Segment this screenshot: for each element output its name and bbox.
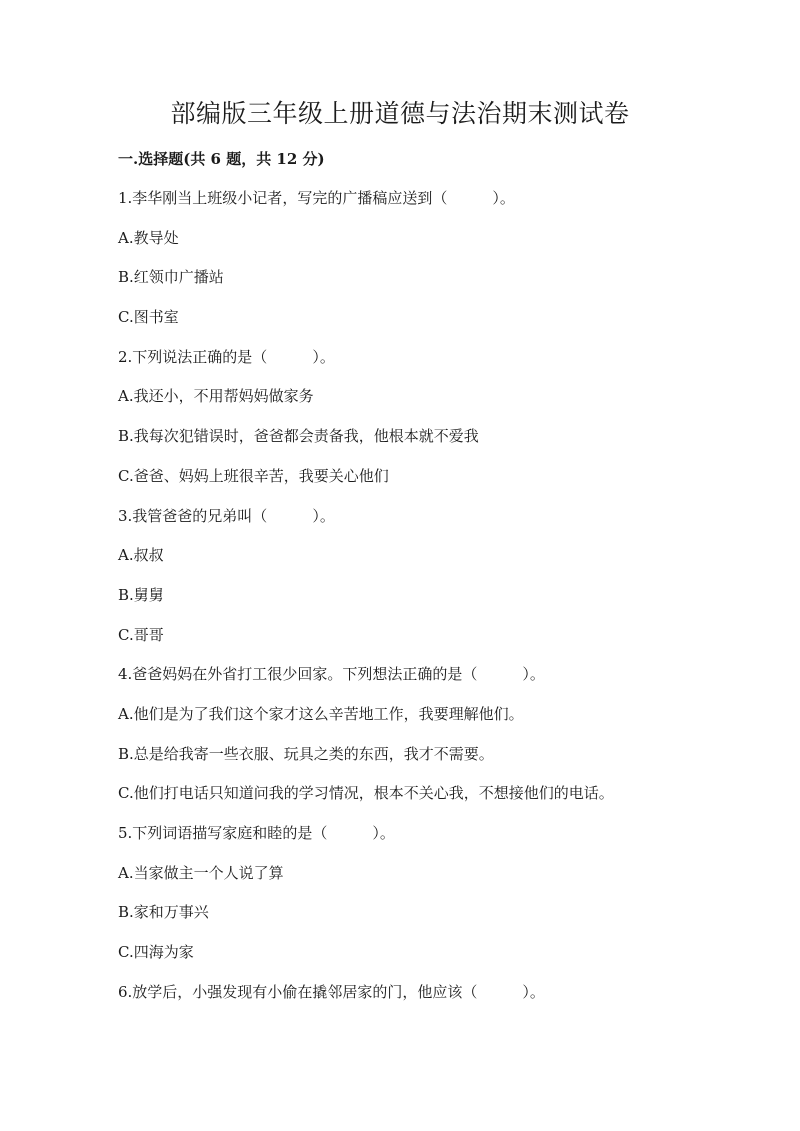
question-3-stem: 3.我管爸爸的兄弟叫（ ）。 [118,506,335,525]
page-title: 部编版三年级上册道德与法治期末测试卷 [170,99,630,128]
question-6-stem: 6.放学后，小强发现有小偷在撬邻居家的门，他应该（ ）。 [118,982,545,1001]
question-1-option-b: B.红领巾广播站 [118,268,224,287]
question-2-option-c: C.爸爸、妈妈上班很辛苦，我要关心他们 [118,466,389,485]
question-1-stem: 1.李华刚当上班级小记者，写完的广播稿应送到（ ）。 [118,189,515,207]
section-heading: 一.选择题(共 6 题，共 12 分) [118,150,325,168]
question-1-option-a: A.教导处 [118,228,179,247]
question-5-option-b: B.家和万事兴 [118,903,209,922]
question-1-option-c: C.图书室 [118,308,179,327]
question-4-stem: 4.爸爸妈妈在外省打工很少回家。下列想法正确的是（ ）。 [118,665,545,684]
question-3-option-a: A.叔叔 [118,546,164,565]
question-3-option-c: C.哥哥 [118,625,164,644]
question-5-stem: 5.下列词语描写家庭和睦的是（ ）。 [118,824,395,842]
question-3-option-b: B.舅舅 [118,585,164,604]
question-list [118,188,738,1021]
question-5-option-c: C.四海为家 [118,943,194,962]
question-4-option-c: C.他们打电话只知道问我的学习情况，根本不关心我，不想接他们的电话。 [118,784,614,803]
question-4-option-a: A.他们是为了我们这个家才这么辛苦地工作，我要理解他们。 [118,704,524,723]
question-2-stem: 2.下列说法正确的是（ ）。 [118,347,335,366]
question-5-option-a: A.当家做主一个人说了算 [118,863,284,882]
question-2-option-a: A.我还小，不用帮妈妈做家务 [118,387,314,406]
question-4-option-b: B.总是给我寄一些衣服、玩具之类的东西，我才不需要。 [118,744,494,763]
question-2-option-b: B.我每次犯错误时，爸爸都会责备我，他根本就不爱我 [118,427,479,446]
